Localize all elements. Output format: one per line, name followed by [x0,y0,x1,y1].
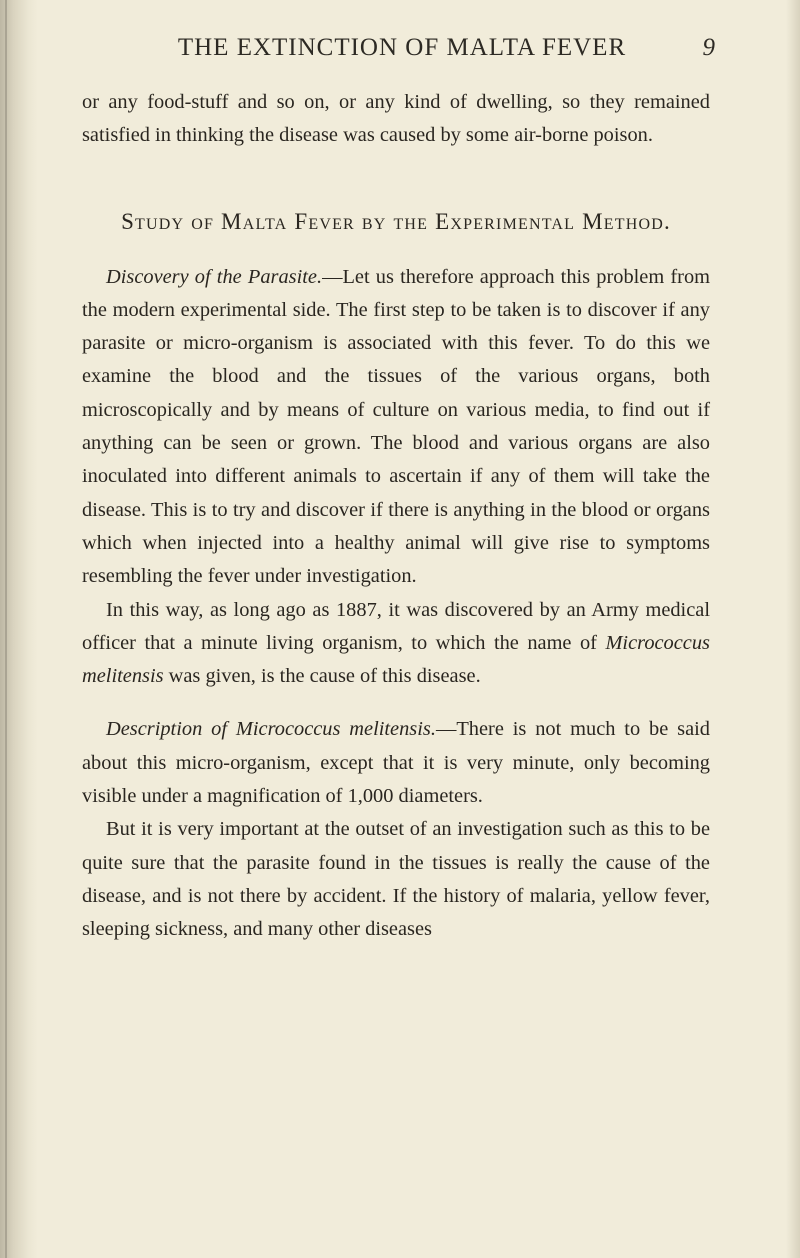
running-head [88,34,716,62]
binding-edge [5,0,7,1258]
paragraph-continuation: or any food-stuff and so on, or any kind of dwelling, so they remained satisfied in thinking the disease was caused by some air-borne poison. [82,91,710,147]
discovery-body: —Let us therefore approach this problem from the modern experimental side. The first step to be taken is to discover if any parasite or micro-organism is associated with this fever. To do this we examine the blood and the tissues of the various organs, both microscopically and by means of culture on various media, to find out if anything can be seen or grown. The blood and various organs are also inoculated into different animals to ascertain if any of them will take the disease. This is to try and discover if there is anything in the blood or organs which when injected into a healthy animal will give rise to symptoms resembling the fever under investigation. [82,265,710,588]
subheading-description: Description of Micrococcus melitensis. [106,718,436,741]
discovery-text-after: was given, is the cause of this disease. [163,665,481,688]
paragraph-discovery [82,261,710,594]
discovery-text-before: In this way, as long ago as 1887, it was discovered by an Army medical officer that a minute living organism, to which the name of [82,598,710,654]
page-body [82,86,710,947]
organism-name: Micrococcus melitensis [82,631,710,688]
paragraph-description [82,713,710,813]
description-body: —There is not much to be said about this micro-organism, except that it is very minute, only becoming visible under a magnification of 1,000 diameters. [82,718,710,808]
paragraph-discovery-continued [82,594,710,694]
running-head-title: THE EXTINCTION OF MALTA FEVER [177,34,627,61]
subheading-discovery: Discovery of the Parasite. [106,265,323,288]
paragraph-investigation: But it is very important at the outset of an investigation such as this to be quite sure that the parasite found in the tissues is really the cause of the disease, and is not there by accident. If the history of malaria, yellow fever, sleeping sickness, and many other diseases [82,818,710,941]
page-number: 9 [702,34,716,61]
page-edge-shadow [786,0,800,1258]
section-heading: Study of Malta Fever by the Experimental Method. [121,208,671,234]
